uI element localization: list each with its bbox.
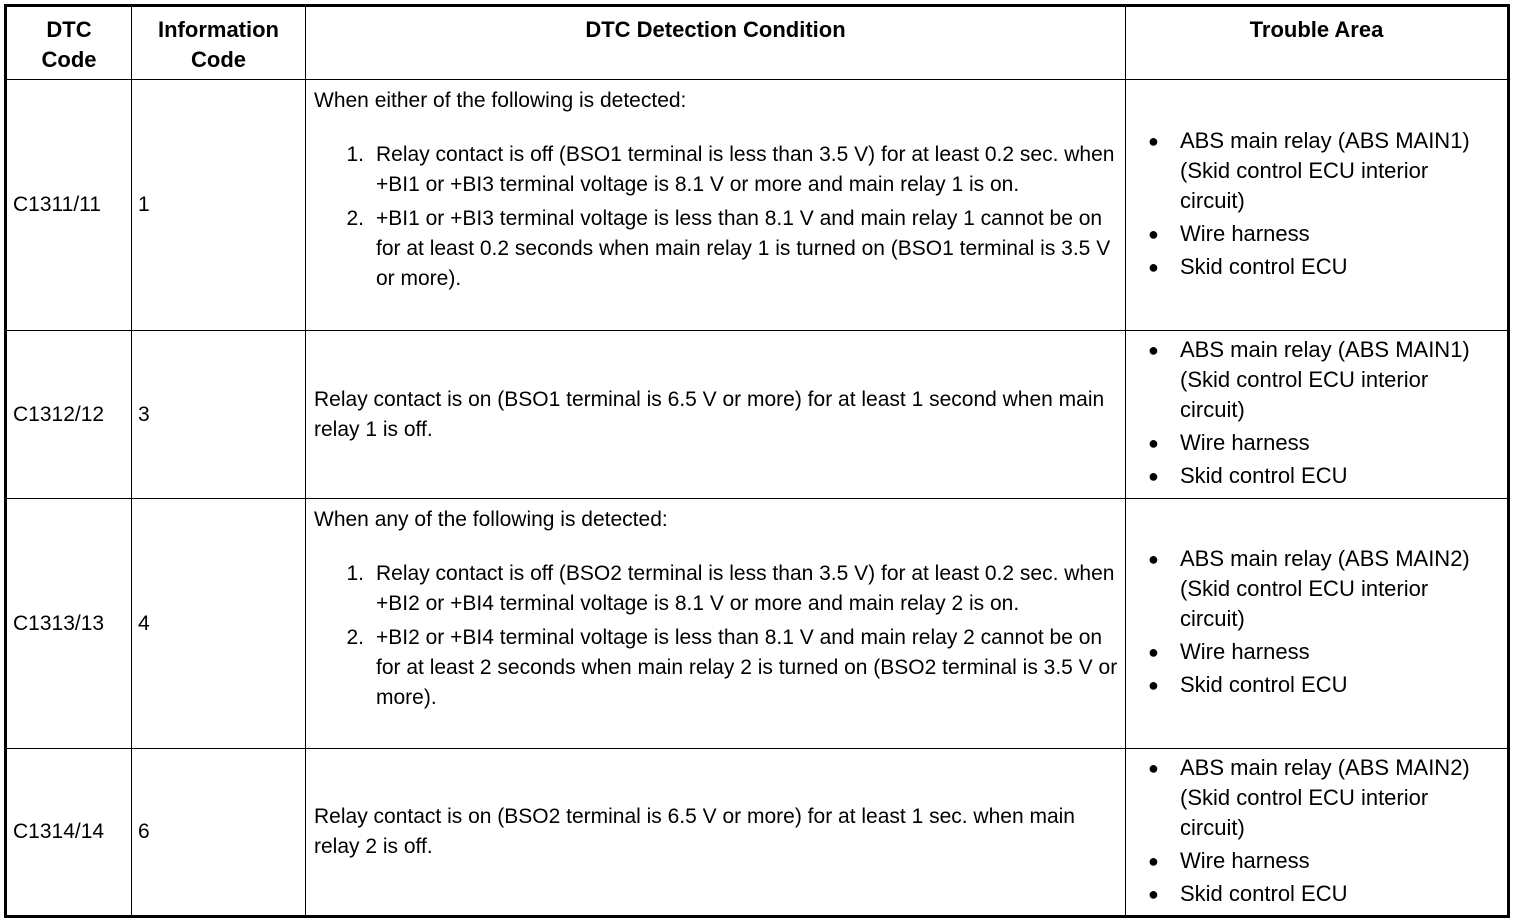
header-detection-condition: DTC Detection Condition <box>306 6 1126 80</box>
bullet-icon: ● <box>1148 223 1159 244</box>
detection-condition-cell <box>306 749 1126 917</box>
condition-item <box>314 559 1119 619</box>
trouble-item <box>1148 846 1497 876</box>
dtc-code-cell: C1314/14 <box>6 749 132 917</box>
trouble-item-text: Skid control ECU <box>1180 880 1348 906</box>
bullet-icon: ● <box>1148 549 1159 569</box>
bullet-icon: ● <box>1148 433 1159 453</box>
dtc-code-cell: C1311/11 <box>6 80 132 331</box>
header-info-code-line1: Information <box>158 17 279 42</box>
trouble-item-text: Wire harness <box>1180 430 1310 455</box>
trouble-item <box>1148 428 1497 458</box>
condition-item <box>314 140 1119 200</box>
information-code-cell: 1 <box>132 80 306 331</box>
trouble-item <box>1148 219 1497 249</box>
condition-item-number: 1. <box>346 143 364 166</box>
condition-intro: When any of the following is detected: <box>314 508 668 531</box>
table-row <box>6 331 1509 499</box>
table-row <box>6 499 1509 749</box>
trouble-item <box>1148 753 1497 843</box>
header-dtc-code <box>6 6 132 80</box>
trouble-item-text: Skid control ECU <box>1180 463 1348 488</box>
bullet-icon: ● <box>1148 883 1159 904</box>
dtc-code-cell: C1313/13 <box>6 499 132 749</box>
trouble-item-text: Skid control ECU <box>1180 672 1348 697</box>
condition-item-text: Relay contact is off (BSO1 terminal is less than 3.5 V) for at least 0.2 sec. when +BI1 or +BI3 terminal voltage is 8.1 V or more and main relay 1 is on. <box>376 143 1115 196</box>
header-dtc-code-line2: Code <box>41 47 97 72</box>
condition-item-text: Relay contact is off (BSO2 terminal is less than 3.5 V) for at least 0.2 sec. when +BI2 or +BI4 terminal voltage is 8.1 V or more and main relay 2 is on. <box>376 562 1115 615</box>
information-code-cell: 3 <box>132 331 306 499</box>
bullet-icon: ● <box>1148 850 1159 871</box>
trouble-item <box>1148 670 1497 700</box>
condition-item-number: 1. <box>346 562 364 585</box>
trouble-item <box>1148 126 1497 216</box>
detection-condition-cell <box>306 331 1126 499</box>
trouble-area-cell <box>1126 80 1509 331</box>
header-information-code <box>132 6 306 80</box>
header-dtc-code-line1: DTC <box>46 17 92 42</box>
trouble-item-text: Skid control ECU <box>1180 253 1348 279</box>
detection-condition-cell <box>306 499 1126 749</box>
trouble-list <box>1148 544 1497 700</box>
information-code-cell: 4 <box>132 499 306 749</box>
trouble-area-cell <box>1126 331 1509 499</box>
trouble-item <box>1148 544 1497 634</box>
table-row <box>6 749 1509 917</box>
trouble-item-text: Wire harness <box>1180 847 1310 873</box>
trouble-item <box>1148 252 1497 282</box>
bullet-icon: ● <box>1148 642 1159 662</box>
condition-intro: When either of the following is detected: <box>314 89 687 112</box>
header-trouble-area: Trouble Area <box>1126 6 1509 80</box>
trouble-item-text: ABS main relay (ABS MAIN2) (Skid control ECU interior circuit) <box>1180 546 1470 631</box>
detection-condition-cell <box>306 80 1126 331</box>
condition-item-text: +BI2 or +BI4 terminal voltage is less than 8.1 V and main relay 2 cannot be on for at least 2 seconds when main relay 2 is turned on (BSO2 terminal is 3.5 V or more). <box>376 626 1118 709</box>
bullet-icon: ● <box>1148 130 1159 151</box>
trouble-list <box>1148 753 1497 909</box>
bullet-icon: ● <box>1148 757 1159 778</box>
trouble-item-text: ABS main relay (ABS MAIN1) (Skid control ECU interior circuit) <box>1180 337 1470 422</box>
condition-text: Relay contact is on (BSO1 terminal is 6.5 V or more) for at least 1 second when main relay 1 is off. <box>314 387 1105 441</box>
condition-item <box>314 623 1119 713</box>
condition-item-number: 2. <box>346 207 364 230</box>
condition-list <box>314 140 1119 294</box>
bullet-icon: ● <box>1148 256 1159 277</box>
trouble-item-text: Wire harness <box>1180 639 1310 664</box>
dtc-code-cell: C1312/12 <box>6 331 132 499</box>
condition-text: Relay contact is on (BSO2 terminal is 6.5 V or more) for at least 1 sec. when main relay 2 is off. <box>314 805 1075 858</box>
dtc-table <box>4 4 1510 918</box>
information-code-cell: 6 <box>132 749 306 917</box>
header-info-code-line2: Code <box>191 47 246 72</box>
trouble-area-cell <box>1126 749 1509 917</box>
bullet-icon: ● <box>1148 466 1159 486</box>
condition-item-number: 2. <box>346 626 364 649</box>
trouble-list <box>1148 335 1497 491</box>
trouble-item <box>1148 461 1497 491</box>
bullet-icon: ● <box>1148 675 1159 695</box>
trouble-area-cell <box>1126 499 1509 749</box>
bullet-icon: ● <box>1148 340 1159 360</box>
header-row <box>6 6 1509 80</box>
trouble-item <box>1148 335 1497 425</box>
condition-item <box>314 204 1119 294</box>
condition-item-text: +BI1 or +BI3 terminal voltage is less than 8.1 V and main relay 1 cannot be on for at least 0.2 seconds when main relay 1 is turned on (BSO1 terminal is 3.5 V or more). <box>376 207 1111 290</box>
trouble-item-text: ABS main relay (ABS MAIN1) (Skid control ECU interior circuit) <box>1180 127 1470 213</box>
trouble-item-text: Wire harness <box>1180 220 1310 246</box>
condition-list <box>314 559 1119 713</box>
trouble-item <box>1148 879 1497 909</box>
table-row <box>6 80 1509 331</box>
trouble-item <box>1148 637 1497 667</box>
trouble-item-text: ABS main relay (ABS MAIN2) (Skid control ECU interior circuit) <box>1180 754 1470 840</box>
trouble-list <box>1148 126 1497 282</box>
